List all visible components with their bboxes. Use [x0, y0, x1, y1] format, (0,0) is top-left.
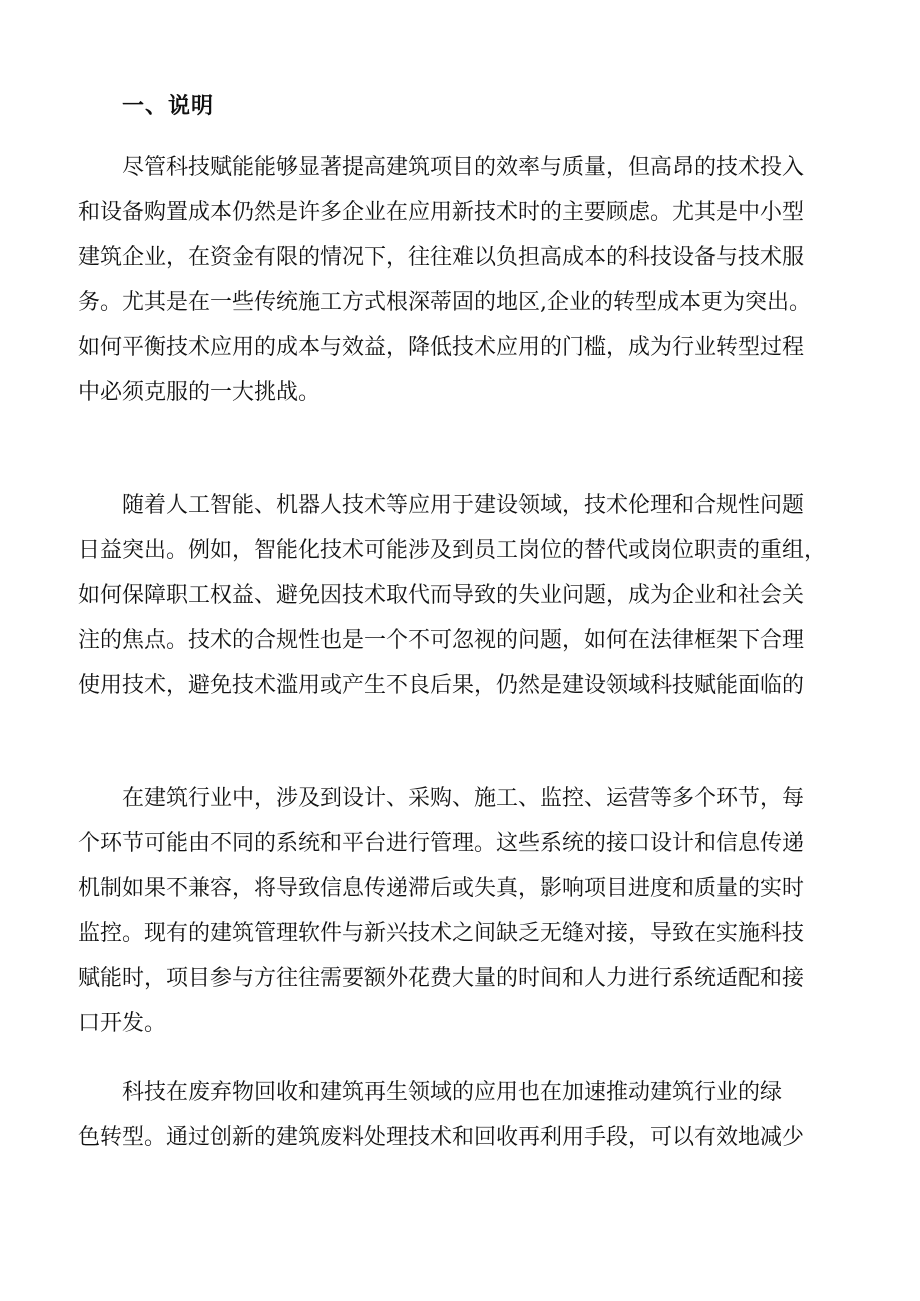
paragraph-line: 个环节可能由不同的系统和平台进行管理。这些系统的接口设计和信息传递	[78, 831, 805, 856]
paragraph-line: 监控。现有的建筑管理软件与新兴技术之间缺乏无缝对接，导致在实施科技	[78, 921, 805, 946]
paragraph-line: 在建筑行业中，涉及到设计、采购、施工、监控、运营等多个环节，每	[122, 786, 805, 811]
paragraph-system-integration	[78, 776, 858, 1046]
paragraph-line: 机制如果不兼容，将导致信息传递滞后或失真，影响项目进度和质量的实时	[78, 876, 805, 901]
paragraph-line: 务。尤其是在一些传统施工方式根深蒂固的地区,企业的转型成本更为突出。	[78, 290, 811, 315]
paragraph-line: 和设备购置成本仍然是许多企业在应用新技术时的主要顾虑。尤其是中小型	[78, 200, 805, 225]
paragraph-line: 使用技术，避免技术滥用或产生不良后果，仍然是建设领域科技赋能面临的	[78, 673, 805, 698]
paragraph-line: 如何平衡技术应用的成本与效益，降低技术应用的门槛，成为行业转型过程	[78, 335, 805, 360]
paragraph-line: 建筑企业，在资金有限的情况下，往往难以负担高成本的科技设备与技术服	[78, 245, 805, 270]
paragraph-line: 赋能时，项目参与方往往需要额外花费大量的时间和人力进行系统适配和接	[78, 966, 805, 991]
paragraph-line: 注的焦点。技术的合规性也是一个不可忽视的问题，如何在法律框架下合理	[78, 628, 805, 653]
paragraph-line: 随着人工智能、机器人技术等应用于建设领域，技术伦理和合规性问题	[122, 493, 805, 518]
paragraph-line: 科技在废弃物回收和建筑再生领域的应用也在加速推动建筑行业的绿	[122, 1080, 783, 1105]
paragraph-line: 尽管科技赋能能够显著提高建筑项目的效率与质量，但高昂的技术投入	[122, 155, 805, 180]
section-heading: 一、说明	[122, 93, 215, 119]
paragraph-ethics-compliance	[78, 483, 858, 708]
paragraph-line: 口开发。	[78, 1011, 167, 1036]
paragraph-line: 日益突出。例如，智能化技术可能涉及到员工岗位的替代或岗位职责的重组，	[78, 538, 827, 563]
paragraph-cost-challenge	[78, 145, 858, 415]
paragraph-line: 色转型。通过创新的建筑废料处理技术和回收再利用手段，可以有效地减少	[78, 1125, 805, 1150]
paragraph-line: 中必须克服的一大挑战。	[78, 380, 321, 405]
paragraph-waste-recycling	[78, 1070, 858, 1160]
paragraph-line: 如何保障职工权益、避免因技术取代而导致的失业问题，成为企业和社会关	[78, 583, 805, 608]
